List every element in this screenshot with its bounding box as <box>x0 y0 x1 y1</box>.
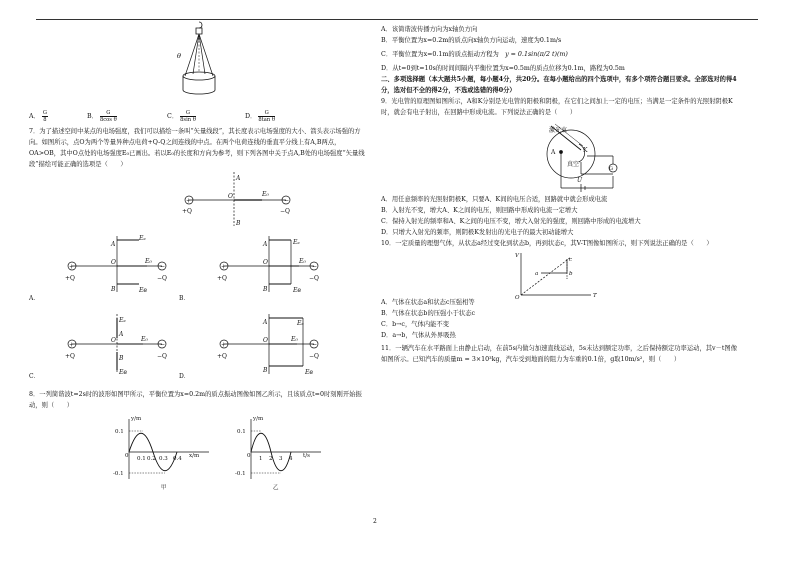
svg-text:+: + <box>186 197 192 205</box>
svg-text:A: A <box>111 241 116 248</box>
svg-text:0: 0 <box>125 453 129 459</box>
svg-text:+Q: +Q <box>65 275 75 282</box>
svg-text:−: − <box>160 341 166 349</box>
q7-reference-figure <box>29 170 371 228</box>
svg-text:a: a <box>535 271 539 277</box>
svg-text:B: B <box>263 286 268 293</box>
svg-text:B: B <box>111 286 116 293</box>
svg-text:E₀: E₀ <box>262 191 269 198</box>
svg-text:Eₐ: Eₐ <box>119 317 126 324</box>
svg-text:+Q: +Q <box>182 208 192 215</box>
svg-text:+: + <box>69 341 75 349</box>
q9-phototube-figure <box>381 118 737 194</box>
svg-text:B: B <box>119 355 124 362</box>
svg-text:B: B <box>263 367 268 374</box>
svg-text:c: c <box>569 257 573 263</box>
q8-option-b: B．平衡位置为x=0.2m的质点向x轴负方向运动，速度为0.1m/s <box>381 37 562 44</box>
left-column <box>29 24 371 491</box>
svg-text:+Q: +Q <box>217 275 227 282</box>
svg-text:E₀: E₀ <box>291 336 298 343</box>
svg-text:θ: θ <box>177 52 181 60</box>
q8-text: 8．一列简谐波t=2s时的波形如图甲所示，平衡位置为x=0.2m的质点振动图像如图乙所示，且该质点t=0时刻刚开始振动，则（ ） <box>29 391 362 409</box>
svg-text:O: O <box>515 295 520 301</box>
svg-text:−Q: −Q <box>157 353 167 360</box>
q8-option-a: A．该简谐波传播方向为x轴负方向 <box>381 26 478 33</box>
svg-text:0.1: 0.1 <box>137 456 146 462</box>
svg-text:0: 0 <box>247 453 251 459</box>
header-rule <box>36 19 758 20</box>
svg-text:O: O <box>111 259 116 266</box>
svg-text:A: A <box>263 241 268 248</box>
svg-text:y/m: y/m <box>253 416 264 422</box>
svg-text:O: O <box>263 259 268 266</box>
q9-vacuum-label: 真空 <box>567 161 580 168</box>
svg-text:O: O <box>111 337 116 344</box>
svg-text:b: b <box>569 271 573 277</box>
q7-option-a-label: A． <box>29 295 40 302</box>
q9-text: 9．光电管的原理图如图所示，A和K分别是光电管的阳极和阴极，在它们之间加上一定的电压；当满足一定条件的光照射阴极K时，就会有电子射出，在回路中形成电流。下列说法正确的是（ ） <box>381 98 733 116</box>
svg-text:−Q: −Q <box>157 275 167 282</box>
svg-text:+Q: +Q <box>217 353 227 360</box>
svg-text:−: − <box>160 263 166 271</box>
svg-text:0.4: 0.4 <box>173 456 182 462</box>
svg-text:+: + <box>221 341 227 349</box>
svg-text:4: 4 <box>289 456 293 462</box>
q7-text: 7．为了描述空间中某点的电场强度，我们可以描绘一条叫“矢量线段”，其长度表示电场强度的大小、箭头表示场强的方向。如图所示，点O为两个等量异种点电荷+Q-Q之间连线的中点。在两个电荷连线的垂直平分线上有A,B两点，OA>OB，其中O点处的电场强度E₀已画出。若以E₀的长度和方向为参考，则下列各图中关于点A,B处的电场强度“矢量线段”描绘可能正确的选项是（ ） <box>29 128 365 168</box>
q9-laser-label: 激光束 <box>549 127 568 134</box>
svg-text:2: 2 <box>269 456 273 462</box>
svg-text:+: + <box>221 263 227 271</box>
svg-text:Eₐ: Eₐ <box>139 235 146 242</box>
svg-text:0.1: 0.1 <box>237 429 246 435</box>
svg-text:-0.1: -0.1 <box>113 471 124 477</box>
svg-text:O: O <box>263 337 268 344</box>
svg-text:−Q: −Q <box>309 353 319 360</box>
q9-option-d: D．只增大入射光的频率，则阴极K发射出的光电子的最大初动能增大 <box>381 229 574 236</box>
q9-option-b: B．入射光不变，增大A、K之间的电压，则回路中形成的电流一定增大 <box>381 207 578 214</box>
q9-option-c: C．保持入射光的频率和A、K之间的电压不变，增大入射光的强度，则回路中形成的电流增大 <box>381 218 641 225</box>
svg-text:A: A <box>263 319 268 326</box>
page-number: 2 <box>373 518 377 525</box>
q10-vt-graph <box>381 249 737 301</box>
q10-option-c: C．b→c，气体内能不变 <box>381 321 450 328</box>
q8-fig-b-caption: 乙 <box>273 485 279 491</box>
q8-fig-a-caption: 甲 <box>161 485 167 491</box>
svg-text:Eв: Eв <box>305 369 313 376</box>
svg-text:−: − <box>312 341 318 349</box>
svg-text:O: O <box>228 193 233 200</box>
svg-text:E₀: E₀ <box>145 258 152 265</box>
svg-text:Eв: Eв <box>119 369 127 376</box>
svg-text:−: − <box>312 263 318 271</box>
svg-text:−Q: −Q <box>309 275 319 282</box>
svg-text:+: + <box>69 263 75 271</box>
section-2-heading: 二、多项选择题（本大题共5小题，每小题4分，共20分。在每小题给出的四个选项中，有多个项符合题目要求。全部选对的得4分，选对但不全的得2分，不选或选错的得0分） <box>381 76 737 94</box>
suspended-load-figure <box>29 24 371 108</box>
right-column <box>381 24 737 365</box>
q11-text: 11．一辆汽车在水平路面上由静止启动，在前5s内做匀加速直线运动，5s末达到额定功率，之后保持额定功率运动，其v－t图像如图所示。已知汽车的质量m = 3×10³kg，汽车受到地面的阻力为车重的0.1倍，g取10m/s²，则（ ） <box>381 345 738 363</box>
svg-text:3: 3 <box>279 456 283 462</box>
svg-text:B: B <box>236 220 241 227</box>
svg-text:y/m: y/m <box>131 416 142 422</box>
q10-option-d: D．a→b，气体从外界吸热 <box>381 332 456 339</box>
svg-text:T: T <box>593 293 597 299</box>
q8-option-c: C．平衡位置为x=0.1m的质点振动方程为 y = 0.1sin(π/2 t)(m) <box>381 51 568 58</box>
svg-text:Eв: Eв <box>139 287 147 294</box>
svg-text:t/s: t/s <box>303 453 310 459</box>
q7-option-d-label: D． <box>179 373 190 380</box>
q10-text: 10．一定质量的理想气体，从状态a经过变化到状态b，再到状态c，其V-T图像如图所示，则下列说法正确的是（ ） <box>381 240 713 247</box>
svg-text:−: − <box>284 197 290 205</box>
svg-text:A: A <box>551 149 556 156</box>
q8-option-c-equation: y = 0.1sin(π/2 t)(m) <box>505 51 568 58</box>
svg-text:Eв: Eв <box>293 287 301 294</box>
svg-text:1: 1 <box>259 456 263 462</box>
svg-text:Eₐ: Eₐ <box>293 239 300 246</box>
svg-text:+Q: +Q <box>65 353 75 360</box>
q7-option-b-label: B． <box>179 295 190 302</box>
svg-text:U: U <box>577 177 583 184</box>
q10-option-a: A．气体在状态a和状态c压强相等 <box>381 299 475 306</box>
svg-text:0.3: 0.3 <box>159 456 168 462</box>
svg-text:A: A <box>119 331 124 338</box>
svg-text:0.2: 0.2 <box>147 456 156 462</box>
svg-text:Eₐ: Eₐ <box>297 320 304 327</box>
q8-wave-graphs <box>29 411 371 491</box>
svg-text:0.1: 0.1 <box>115 429 124 435</box>
svg-text:x/m: x/m <box>189 453 200 459</box>
svg-text:V: V <box>515 253 519 259</box>
svg-text:E₀: E₀ <box>141 336 148 343</box>
svg-text:A: A <box>236 175 241 182</box>
svg-text:−Q: −Q <box>280 208 290 215</box>
q7-option-figures <box>29 228 371 388</box>
svg-text:K: K <box>583 147 588 154</box>
q7-option-c-label: C． <box>29 373 40 380</box>
svg-text:-0.1: -0.1 <box>235 471 246 477</box>
q6-options: A． $\frac{G}{8}$ B． $\frac{G}{\text{8cos θ}}$ C． $\frac{G}{\text{8sin θ}}$ D． $\frac{G}{\text{8tan θ}}$ <box>29 110 275 123</box>
q8-option-d: D．从t=0到t=10s的时间间隔内平衡位置为x=0.5m的质点位移为0.1m，路程为0.5m <box>381 65 625 72</box>
q9-option-a: A．用任意频率的光照射阴极K，只要A、K间的电压合适，回路就中就会形成电流 <box>381 196 608 203</box>
q10-option-b: B．气体在状态b的压强小于状态c <box>381 310 476 317</box>
svg-text:G: G <box>609 166 613 172</box>
svg-text:E₀: E₀ <box>299 258 306 265</box>
